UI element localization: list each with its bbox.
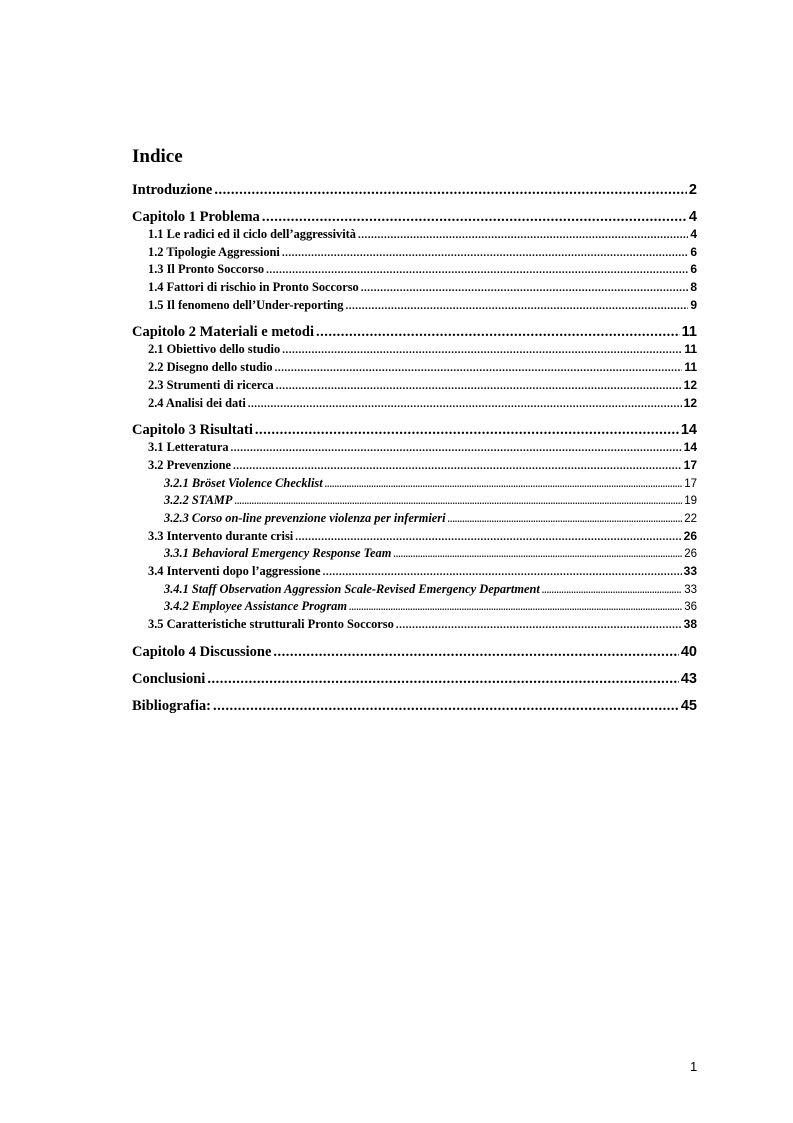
toc-entry-page: 9 — [690, 297, 697, 312]
toc-entry-label: 3.5 Caratteristiche strutturali Pronto Soccorso — [148, 617, 394, 632]
toc-entry — [132, 644, 697, 662]
dot-leader — [207, 671, 679, 688]
toc-entry-page: 11 — [684, 360, 697, 375]
toc-entry — [132, 396, 697, 414]
toc-entry — [132, 280, 697, 298]
toc-entry-label: Capitolo 3 Risultati — [132, 422, 253, 439]
toc-entry — [132, 564, 697, 582]
toc-entry-page: 26 — [684, 548, 697, 561]
toc-entry-label: 2.3 Strumenti di ricerca — [148, 377, 274, 392]
toc-entry — [132, 617, 697, 635]
toc-entry-page: 38 — [683, 617, 697, 632]
toc-entry-page: 8 — [690, 280, 697, 295]
toc-entry-label: 2.2 Disegno dello studio — [148, 360, 273, 375]
dot-leader — [393, 549, 682, 559]
toc-entry-page: 6 — [690, 244, 697, 259]
toc-entry-label: 3.3.1 Behavioral Emergency Response Team — [164, 546, 392, 561]
toc-entry — [132, 227, 697, 245]
toc-entry — [132, 298, 697, 316]
toc-entry-label: 3.4 Interventi dopo l’aggressione — [148, 564, 321, 578]
dot-leader — [295, 531, 681, 543]
toc-entry-label: 1.4 Fattori di rischio in Pronto Soccorso — [148, 280, 359, 295]
toc-entry-page: 14 — [680, 422, 697, 439]
dot-leader — [273, 644, 678, 661]
toc-entry-page: 17 — [683, 457, 697, 472]
toc-entry-page: 26 — [683, 528, 697, 543]
toc-entry-label: 3.2.1 Bröset Violence Checklist — [164, 475, 323, 490]
toc-entry-label: 3.3 Intervento durante crisi — [148, 528, 294, 543]
dot-leader — [248, 398, 682, 410]
dot-leader — [231, 442, 682, 454]
toc-entry — [132, 360, 697, 378]
toc-entry — [132, 582, 697, 600]
toc-entry-page: 43 — [680, 670, 697, 687]
dot-leader — [282, 344, 682, 356]
toc-entry — [132, 511, 697, 529]
toc-entry — [132, 182, 697, 200]
toc-entry — [132, 440, 697, 458]
toc-entry-page: 45 — [680, 697, 697, 714]
toc-entry — [132, 458, 697, 476]
dot-leader — [396, 619, 682, 631]
toc-entry-label: 1.5 Il fenomeno dell’Under-reporting — [148, 297, 344, 312]
toc-entry-label: Capitolo 4 Discussione — [132, 643, 272, 660]
toc-entry-page: 12 — [683, 395, 697, 410]
toc-entry-page: 12 — [683, 377, 697, 392]
toc-entry-label: 3.4.1 Staff Observation Aggression Scale-Revised Emergency Department — [164, 581, 540, 596]
table-of-contents — [132, 176, 697, 716]
toc-entry-page: 6 — [690, 262, 697, 277]
dot-leader — [255, 422, 679, 439]
dot-leader — [316, 324, 680, 341]
dot-leader — [266, 264, 688, 276]
toc-entry-label: 3.2 Prevenzione — [148, 457, 232, 472]
toc-entry-label: 2.1 Obiettivo dello studio — [148, 342, 281, 357]
toc-entry-page: 40 — [680, 643, 697, 660]
toc-entry — [132, 422, 697, 440]
dot-leader — [361, 282, 689, 294]
toc-entry — [132, 378, 697, 396]
toc-entry-label: 2.4 Analisi dei dati — [148, 395, 246, 410]
toc-entry-page: 33 — [684, 583, 697, 596]
dot-leader — [345, 300, 688, 312]
toc-entry-label: 3.1 Letteratura — [148, 440, 229, 455]
toc-entry — [132, 529, 697, 547]
toc-entry — [132, 546, 697, 564]
toc-entry-label: Capitolo 2 Materiali e metodi — [132, 324, 315, 341]
toc-entry-page: 36 — [684, 601, 697, 614]
dot-leader — [233, 460, 682, 472]
toc-entry — [132, 324, 697, 342]
dot-leader — [325, 479, 683, 489]
toc-entry-page: 17 — [684, 477, 697, 490]
dot-leader — [275, 362, 683, 374]
toc-entry-label: Bibliografia: — [132, 697, 211, 714]
dot-leader — [214, 182, 687, 199]
toc-entry-page: 4 — [690, 227, 697, 241]
dot-leader — [235, 496, 683, 506]
dot-leader — [358, 229, 688, 241]
toc-entry-page: 22 — [684, 512, 697, 525]
dot-leader — [323, 566, 682, 578]
toc-entry — [132, 262, 697, 280]
toc-entry-label: 1.2 Tipologie Aggressioni — [148, 244, 280, 259]
toc-entry — [132, 342, 697, 360]
dot-leader — [262, 209, 687, 226]
page-number: 1 — [690, 1059, 698, 1074]
toc-entry — [132, 599, 697, 617]
toc-entry-label: 1.3 Il Pronto Soccorso — [148, 262, 265, 277]
toc-entry-page: 11 — [684, 342, 697, 357]
dot-leader — [276, 380, 682, 392]
toc-entry — [132, 493, 697, 511]
toc-entry-label: 3.2.3 Corso on-line prevenzione violenza per infermieri — [164, 510, 446, 525]
dot-leader — [448, 514, 683, 524]
dot-leader — [542, 585, 682, 595]
toc-entry — [132, 671, 697, 689]
toc-entry-page: 2 — [688, 182, 697, 198]
toc-entry-page: 4 — [688, 209, 697, 225]
dot-leader — [282, 247, 688, 259]
toc-entry-label: Capitolo 1 Problema — [132, 209, 260, 225]
toc-entry-label: 3.2.2 STAMP — [164, 493, 233, 508]
toc-title: Indice — [132, 146, 183, 167]
toc-entry — [132, 209, 697, 227]
dot-leader — [213, 698, 679, 715]
toc-entry-page: 11 — [681, 324, 697, 341]
toc-entry-page: 33 — [683, 564, 697, 578]
toc-entry-page: 14 — [683, 440, 697, 455]
toc-entry — [132, 698, 697, 716]
toc-entry-page: 19 — [684, 495, 697, 508]
toc-entry-label: 3.4.2 Employee Assistance Program — [164, 599, 347, 614]
toc-entry-label: Introduzione — [132, 182, 213, 198]
toc-entry — [132, 245, 697, 263]
toc-entry — [132, 476, 697, 494]
toc-entry-label: Conclusioni — [132, 670, 206, 687]
dot-leader — [349, 602, 682, 612]
toc-entry-label: 1.1 Le radici ed il ciclo dell’aggressività — [148, 227, 356, 241]
